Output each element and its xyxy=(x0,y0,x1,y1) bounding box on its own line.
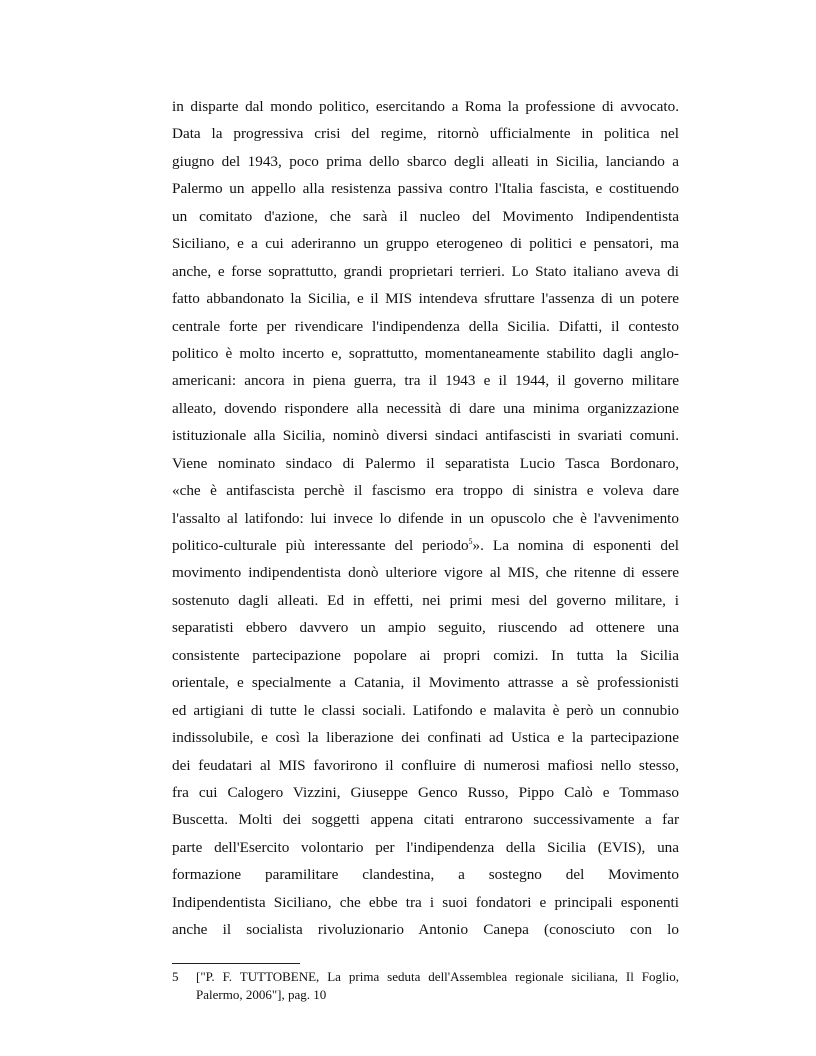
text-line: politico è molto incerto e, soprattutto, momentaneamente stabilito dagli anglo- xyxy=(172,344,679,362)
text-line: alleato, dovendo rispondere alla necessità di dare una minima organizzazione xyxy=(172,399,679,417)
body-text xyxy=(172,93,679,944)
text-segment: ». La nomina di esponenti del xyxy=(472,537,679,554)
text-line: Buscetta. Molti dei soggetti appena citati entrarono successivamente a far xyxy=(172,811,679,829)
text-line: «che è antifascista perchè il fascismo era troppo di sinistra e voleva dare xyxy=(172,482,679,500)
text-line: fra cui Calogero Vizzini, Giuseppe Genco Russo, Pippo Calò e Tommaso xyxy=(172,783,679,801)
text-line: Indipendentista Siciliano, che ebbe tra i suoi fondatori e principali esponenti xyxy=(172,893,679,911)
text-line: ed artigiani di tutte le classi sociali. Latifondo e malavita è però un connubio xyxy=(172,701,679,719)
text-line: Data la progressiva crisi del regime, ritornò ufficialmente in politica nel xyxy=(172,125,679,143)
text-line: Siciliano, e a cui aderiranno un gruppo eterogeneo di politici e pensatori, ma xyxy=(172,235,679,253)
footnote-separator xyxy=(172,963,300,964)
text-line: istituzionale alla Sicilia, nominò diversi sindaci antifascisti in svariati comuni. xyxy=(172,427,679,445)
text-line: formazione paramilitare clandestina, a sostegno del Movimento xyxy=(172,866,679,884)
text-line: anche il socialista rivoluzionario Antonio Canepa (conosciuto con lo xyxy=(172,921,679,939)
text-line: parte dell'Esercito volontario per l'indipendenza della Sicilia (EVIS), una xyxy=(172,838,679,856)
text-line: centrale forte per rivendicare l'indipendenza della Sicilia. Difatti, il contesto xyxy=(172,317,679,335)
text-line: Palermo un appello alla resistenza passiva contro l'Italia fascista, e costituendo xyxy=(172,180,679,198)
text-line: americani: ancora in piena guerra, tra il 1943 e il 1944, il governo militare xyxy=(172,372,679,390)
text-line: l'assalto al latifondo: lui invece lo difende in un opuscolo che è l'avvenimento xyxy=(172,509,679,527)
footnote-text xyxy=(196,968,679,1004)
text-line: indissolubile, e così la liberazione dei confinati ad Ustica e la partecipazione xyxy=(172,729,679,747)
footnote-line: Palermo, 2006"], pag. 10 xyxy=(196,987,327,1002)
text-line: fatto abbandonato la Sicilia, e il MIS intendeva sfruttare l'assenza di un potere xyxy=(172,290,679,308)
text-line: sostenuto dagli alleati. Ed in effetti, nei primi mesi del governo militare, i xyxy=(172,591,679,609)
text-line: un comitato d'azione, che sarà il nucleo del Movimento Indipendentista xyxy=(172,207,679,225)
text-line: anche, e forse soprattutto, grandi proprietari terrieri. Lo Stato italiano aveva di xyxy=(172,262,679,280)
text-segment: politico-culturale più interessante del periodo xyxy=(172,537,469,554)
text-line: orientale, e specialmente a Catania, il Movimento attrasse a sè professionisti xyxy=(172,674,679,692)
footnote-line: ["P. F. TUTTOBENE, La prima seduta dell'Assemblea regionale siciliana, Il Foglio, xyxy=(196,969,679,984)
text-line: separatisti ebbero davvero un ampio seguito, riuscendo ad ottenere una xyxy=(172,619,679,637)
text-line: consistente partecipazione popolare ai propri comizi. In tutta la Sicilia xyxy=(172,646,679,664)
footnote-number: 5 xyxy=(172,969,179,984)
footnote-reference[interactable]: 5 xyxy=(468,536,473,546)
text-line-with-footnote xyxy=(172,532,679,559)
text-line: giugno del 1943, poco prima dello sbarco degli alleati in Sicilia, lanciando a xyxy=(172,152,679,170)
text-line: Viene nominato sindaco di Palermo il separatista Lucio Tasca Bordonaro, xyxy=(172,454,679,472)
text-line: in disparte dal mondo politico, esercitando a Roma la professione di avvocato. xyxy=(172,98,679,115)
text-line: dei feudatari al MIS favorirono il confluire di numerosi mafiosi nello stesso, xyxy=(172,756,679,774)
text-line: movimento indipendentista donò ulteriore vigore al MIS, che ritenne di essere xyxy=(172,564,679,582)
